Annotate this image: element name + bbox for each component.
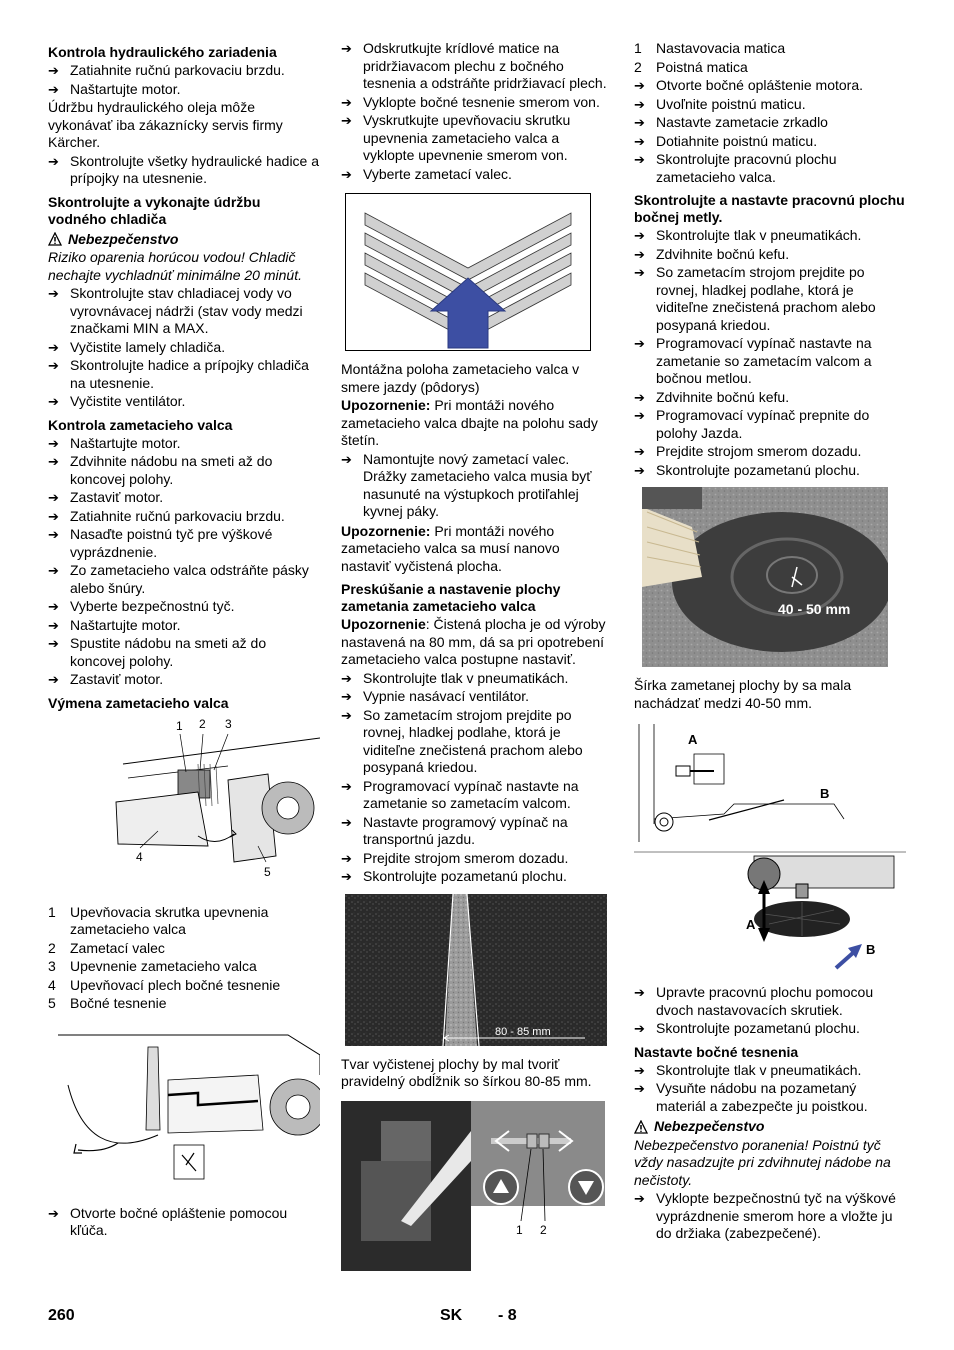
bullet-item	[48, 81, 320, 99]
arrow-right-icon: ➔	[634, 444, 645, 459]
bullet-item	[634, 443, 906, 461]
danger-label: Nebezpečenstvo	[48, 231, 320, 249]
legend-text: Poistná matica	[656, 58, 748, 75]
figure-adjust-screws	[634, 724, 906, 974]
heading-roller-replace: Výmena zametacieho valca	[48, 694, 229, 711]
bullet-item	[48, 489, 320, 507]
bullet-text: Zo zametacieho valca odstráňte pásky alebo šnúry.	[70, 562, 309, 596]
arrow-right-icon: ➔	[48, 599, 59, 614]
figure-label-b-top: B	[820, 786, 830, 801]
figure-label-2: 2	[199, 716, 206, 731]
arrow-right-icon: ➔	[341, 94, 352, 110]
bullet-text: Nastavte zametacie zrkadlo	[656, 114, 828, 130]
bullet-item	[341, 850, 613, 868]
bullet-item	[341, 707, 613, 777]
figure-roller-assembly	[48, 716, 320, 894]
danger-text-2: Nebezpečenstvo poranenia! Poistnú tyč vždy nasadzujte pri zdvihnutej nádobe na nečistoty.	[634, 1136, 891, 1188]
bullet-text: Prejdite strojom smerom dozadu.	[656, 443, 862, 459]
bullet-item	[634, 1020, 906, 1038]
bullet-item	[634, 407, 906, 442]
bullet-text: Zastaviť motor.	[70, 671, 164, 687]
bullet-text: Skontrolujte tlak v pneumatikách.	[656, 1061, 862, 1078]
bullet-text: Programovací vypínač nastavte na zametanie so zametacím valcom a bočnou metlou.	[656, 335, 872, 386]
legend-number: 1	[634, 40, 642, 56]
bullet-text: Vyberte zametací valec.	[363, 165, 512, 182]
photo-label-width: 80 - 85 mm	[495, 1025, 551, 1038]
arrow-right-icon: ➔	[634, 1191, 645, 1206]
bullet-text: Vyklopte bočné tesnenie smerom von.	[363, 93, 600, 110]
legend-item	[48, 995, 320, 1013]
photo-sweep-strip	[345, 894, 613, 1046]
arrow-right-icon: ➔	[48, 153, 59, 169]
arrow-right-icon: ➔	[48, 358, 59, 373]
bullet-text: Naštartujte motor.	[70, 616, 181, 633]
arrow-right-icon: ➔	[634, 115, 645, 130]
steps-adjust-mirror	[634, 77, 906, 186]
legend-text: Upevňovací plech bočné tesnenie	[70, 976, 281, 993]
steps-adjust-screws	[634, 984, 906, 1038]
steps-hydraulics	[48, 62, 320, 98]
legend-number: 2	[634, 58, 642, 75]
arrow-right-icon: ➔	[341, 166, 352, 182]
bullet-item	[48, 1205, 320, 1240]
heading-side-seals: Nastavte bočné tesnenia	[634, 1043, 799, 1060]
heading-hydraulics: Kontrola hydraulického zariadenia	[48, 44, 277, 60]
arrow-right-icon: ➔	[48, 636, 59, 651]
bullet-item	[634, 462, 906, 480]
figure-label-1: 1	[176, 718, 183, 733]
bullet-item	[341, 166, 613, 184]
arrow-right-icon: ➔	[48, 527, 59, 542]
arrow-right-icon: ➔	[48, 563, 59, 578]
steps-roller-check	[48, 435, 320, 689]
bullet-item	[634, 389, 906, 407]
steps-hydraulics-2	[48, 153, 320, 188]
bullet-text: Otvorte bočné opláštenie motora.	[656, 77, 864, 93]
arrow-right-icon: ➔	[634, 1021, 645, 1036]
figure-label-a-top: A	[688, 732, 698, 747]
bullet-text: Naštartujte motor.	[70, 434, 181, 451]
steps-cooler	[48, 285, 320, 411]
bullet-item	[48, 562, 320, 597]
column-middle	[341, 40, 613, 1271]
arrow-right-icon: ➔	[341, 814, 352, 830]
bullet-item	[48, 508, 320, 526]
bullet-item	[48, 453, 320, 488]
arrow-right-icon: ➔	[341, 41, 352, 56]
legend-text: Bočné tesnenie	[70, 995, 167, 1011]
arrow-right-icon: ➔	[341, 689, 352, 704]
bullet-item	[634, 1080, 906, 1115]
bullet-text: Skontrolujte pozametanú plochu.	[656, 461, 860, 478]
bullet-item	[48, 62, 320, 80]
bullet-item	[341, 688, 613, 706]
arrow-right-icon: ➔	[341, 451, 352, 467]
arrow-right-icon: ➔	[634, 265, 645, 280]
arrow-right-icon: ➔	[341, 707, 352, 723]
bullet-text: Zdvihnite bočnú kefu.	[656, 245, 790, 262]
arrow-right-icon: ➔	[48, 617, 59, 633]
warning-triangle-icon	[48, 232, 62, 246]
photo-label-1: 1	[516, 1222, 523, 1237]
arrow-right-icon: ➔	[48, 1205, 59, 1221]
legend-text: Upevňovacia skrutka upevnenia zametacieho valca	[70, 903, 269, 937]
photo-side-broom	[642, 487, 906, 667]
bullet-text: Nastavte programový vypínač na transportnú jazdu.	[363, 813, 568, 847]
steps-open-panel	[48, 1205, 320, 1240]
bullet-text: Nasaďte poistnú tyč pre výškové vyprázdnenie.	[70, 526, 273, 560]
column-right	[634, 40, 906, 1244]
bullet-item	[341, 814, 613, 849]
bullet-text: Skontrolujte tlak v pneumatikách.	[656, 227, 862, 243]
arrow-right-icon: ➔	[634, 1062, 645, 1078]
bullet-text: Skontrolujte všetky hydraulické hadice a prípojky na utesnenie.	[70, 152, 320, 186]
steps-side-broom	[634, 227, 906, 479]
bullet-item	[634, 96, 906, 114]
bullet-text: Programovací vypínač prepnite do polohy Jazda.	[656, 407, 870, 441]
bullet-item	[634, 984, 906, 1019]
figure-label-b-bottom: B	[866, 942, 876, 957]
caption-sweep-strip: Tvar vyčistenej plochy by mal tvoriť pravidelný obdĺžnik so šírkou 80-85 mm.	[341, 1055, 592, 1089]
legend-text: Zametací valec	[70, 939, 165, 956]
bullet-text: Naštartujte motor.	[70, 80, 181, 97]
figure-label-a-bottom: A	[746, 917, 756, 932]
bullet-text: Odskrutkujte krídlové matice na pridržiavacom plechu z bočného tesnenia a odstráňte pridržiavací plech.	[363, 40, 607, 91]
bullet-text: Dotiahnite poistnú maticu.	[656, 132, 818, 149]
bullet-item	[634, 246, 906, 264]
arrow-right-icon: ➔	[341, 670, 352, 686]
arrow-right-icon: ➔	[48, 508, 59, 524]
arrow-right-icon: ➔	[48, 454, 59, 469]
note-readjust: Upozornenie: Pri montáži nového zametacieho valca sa musí nanovo nastaviť vyčistená plocha.	[341, 522, 560, 574]
bullet-item	[341, 94, 613, 112]
bullet-item	[48, 435, 320, 453]
photo-adjust-nuts	[341, 1101, 613, 1271]
bullet-item	[634, 335, 906, 388]
arrow-right-icon: ➔	[634, 228, 645, 243]
arrow-right-icon: ➔	[48, 81, 59, 97]
bullet-item	[48, 598, 320, 616]
warning-triangle-icon	[634, 1120, 648, 1134]
bullet-item	[48, 393, 320, 411]
bullet-text: Vysuňte nádobu na pozametaný materiál a zabezpečte ju poistkou.	[656, 1080, 868, 1114]
bullet-item	[48, 526, 320, 561]
heading-sweep-area: Preskúšanie a nastavenie plochy zametania zametacieho valca	[341, 581, 561, 614]
arrow-right-icon: ➔	[634, 96, 645, 112]
photo-label-broom-width: 40 - 50 mm	[778, 601, 851, 617]
bullet-item	[48, 153, 320, 188]
legend-item	[48, 977, 320, 995]
figure-roller-position	[345, 193, 613, 351]
bullet-item	[341, 451, 613, 521]
legend-roller	[48, 904, 320, 1013]
arrow-right-icon: ➔	[634, 1081, 645, 1096]
steps-sweep-area	[341, 670, 613, 886]
caption-side-broom: Šírka zametanej plochy by sa mala nachádzať medzi 40-50 mm.	[634, 677, 852, 711]
arrow-right-icon: ➔	[634, 246, 645, 262]
arrow-right-icon: ➔	[341, 869, 352, 884]
bullet-text: Vypnie nasávací ventilátor.	[363, 688, 530, 704]
bullet-text: Skontrolujte tlak v pneumatikách.	[363, 669, 569, 686]
bullet-text: Zatiahnite ručnú parkovaciu brzdu.	[70, 62, 285, 78]
bullet-text: Namontujte nový zametací valec. Drážky zametacieho valca musia byť nasunuté na výstupkoch protiľahlej kyvnej páky.	[363, 450, 592, 519]
bullet-text: So zametacím strojom prejdite po rovnej, hladkej podlahe, ktorá je viditeľne znečistená prachom alebo posypaná kriedou.	[363, 706, 583, 775]
legend-number: 5	[48, 995, 56, 1011]
section-number: - 8	[498, 1307, 517, 1324]
bullet-text: Zastaviť motor.	[70, 489, 164, 505]
arrow-right-icon: ➔	[634, 78, 645, 93]
bullet-text: So zametacím strojom prejdite po rovnej, hladkej podlahe, ktorá je viditeľne znečistená prachom alebo posypaná kriedou.	[656, 264, 876, 333]
bullet-text: Skontrolujte pozametanú plochu.	[656, 1020, 860, 1036]
bullet-text: Skontrolujte stav chladiacej vody vo vyrovnávacej nádrži (stav vody medzi značkami MIN a MAX.	[70, 285, 303, 336]
bullet-item	[634, 264, 906, 334]
photo-label-2: 2	[540, 1222, 547, 1237]
arrow-right-icon: ➔	[48, 490, 59, 505]
page-number: 260	[48, 1307, 75, 1324]
bullet-text: Spustite nádobu na smeti až do koncovej polohy.	[70, 635, 267, 669]
bullet-text: Vyčistite lamely chladiča.	[70, 338, 226, 355]
legend-number: 3	[48, 958, 56, 974]
caption-roller-position: Montážna poloha zametacieho valca v smere jazdy (pôdorys)	[341, 361, 580, 395]
bullet-text: Skontrolujte hadice a prípojky chladiča na utesnenie.	[70, 357, 309, 391]
bullet-item	[48, 671, 320, 689]
bullet-text: Vyklopte bezpečnostnú tyč na výškové vyprázdnenie smerom hore a vložte ju do držiaka (zabezpečené).	[656, 1190, 896, 1241]
note-bristles: Upozornenie: Pri montáži nového zametacieho valca dbajte na polohu sady štetín.	[341, 397, 598, 448]
arrow-right-icon: ➔	[341, 850, 352, 866]
heading-side-broom: Skontrolujte a nastavte pracovnú plochu bočnej metly.	[634, 192, 905, 225]
arrow-right-icon: ➔	[634, 133, 645, 149]
bullet-item	[341, 868, 613, 886]
bullet-item	[634, 114, 906, 132]
bullet-text: Upravte pracovnú plochu pomocou dvoch nastavovacích skrutiek.	[656, 984, 874, 1018]
bullet-text: Vyčistite ventilátor.	[70, 393, 186, 409]
bullet-item	[634, 77, 906, 95]
bullet-text: Programovací vypínač nastavte na zametanie so zametacím valcom.	[363, 777, 579, 811]
bullet-text: Skontrolujte pracovnú plochu zametacieho valca.	[656, 151, 837, 185]
legend-number: 2	[48, 939, 56, 956]
arrow-right-icon: ➔	[48, 394, 59, 409]
arrow-right-icon: ➔	[634, 462, 645, 478]
heading-roller-check: Kontrola zametacieho valca	[48, 416, 233, 433]
bullet-item	[341, 670, 613, 688]
legend-nuts	[634, 40, 906, 76]
heading-cooler: Skontrolujte a vykonajte údržbu vodného chladiča	[48, 193, 261, 227]
bullet-item	[634, 227, 906, 245]
arrow-right-icon: ➔	[48, 286, 59, 301]
arrow-right-icon: ➔	[634, 985, 645, 1000]
bullet-text: Vyskrutkujte upevňovaciu skrutku upevnenia zametacieho valca a vyklopte upevnenie smerom von.	[363, 112, 571, 163]
figure-label-3: 3	[225, 716, 232, 731]
arrow-right-icon: ➔	[48, 63, 59, 78]
arrow-right-icon: ➔	[48, 435, 59, 451]
bullet-text: Prejdite strojom smerom dozadu.	[363, 849, 569, 866]
legend-number: 1	[48, 903, 56, 920]
bullet-text: Zatiahnite ručnú parkovaciu brzdu.	[70, 507, 285, 524]
arrow-right-icon: ➔	[48, 672, 59, 687]
danger-text: Riziko oparenia horúcou vodou! Chladič nechajte vychladnúť minimálne 20 minút.	[48, 249, 302, 283]
arrow-right-icon: ➔	[634, 408, 645, 423]
legend-number: 4	[48, 976, 56, 993]
bullet-item	[634, 151, 906, 186]
bullet-item	[341, 778, 613, 813]
steps-side-seals	[634, 1062, 906, 1116]
arrow-right-icon: ➔	[48, 339, 59, 355]
legend-item	[48, 958, 320, 976]
legend-item	[634, 59, 906, 77]
bullet-item	[341, 40, 613, 93]
bullet-item	[634, 1190, 906, 1243]
bullet-text: Skontrolujte pozametanú plochu.	[363, 868, 567, 884]
bullet-text: Vyberte bezpečnostnú tyč.	[70, 598, 235, 614]
figure-side-panel	[48, 1025, 320, 1195]
arrow-right-icon: ➔	[341, 778, 352, 794]
legend-text: Nastavovacia matica	[656, 40, 786, 56]
legend-text: Upevnenie zametacieho valca	[70, 958, 257, 974]
bullet-item	[48, 339, 320, 357]
bullet-item	[634, 133, 906, 151]
bullet-item	[48, 635, 320, 670]
bullet-item	[48, 357, 320, 392]
bullet-text: Otvorte bočné opláštenie pomocou kľúča.	[70, 1204, 288, 1238]
language-code: SK	[440, 1307, 463, 1324]
figure-label-5: 5	[264, 864, 271, 879]
steps-remove-roller	[341, 40, 613, 183]
legend-item	[634, 40, 906, 58]
arrow-right-icon: ➔	[341, 113, 352, 128]
bullet-item	[341, 112, 613, 165]
steps-safety-bar	[634, 1190, 906, 1243]
bullet-text: Uvoľnite poistnú maticu.	[656, 95, 806, 112]
legend-item	[48, 940, 320, 958]
bullet-item	[48, 285, 320, 338]
legend-item	[48, 904, 320, 939]
bullet-item	[634, 1062, 906, 1080]
figure-label-4: 4	[136, 849, 143, 864]
bullet-text: Zdvihnite bočnú kefu.	[656, 388, 790, 405]
column-left	[48, 40, 320, 1241]
note-sweep-area: Upozornenie: Čistená plocha je od výroby nastavená na 80 mm, dá sa pri opotrebení zametacieho valca postupne nastaviť.	[341, 616, 606, 667]
danger-label-2: Nebezpečenstvo	[634, 1118, 906, 1136]
paragraph-hydraulic-oil: Údržbu hydraulického oleja môže vykonávať iba zákaznícky servis firmy Kärcher.	[48, 99, 283, 150]
steps-install-roller	[341, 451, 613, 521]
arrow-right-icon: ➔	[634, 152, 645, 167]
arrow-right-icon: ➔	[634, 336, 645, 351]
bullet-item	[48, 617, 320, 635]
arrow-right-icon: ➔	[634, 389, 645, 405]
bullet-text: Zdvihnite nádobu na smeti až do koncovej polohy.	[70, 453, 273, 487]
